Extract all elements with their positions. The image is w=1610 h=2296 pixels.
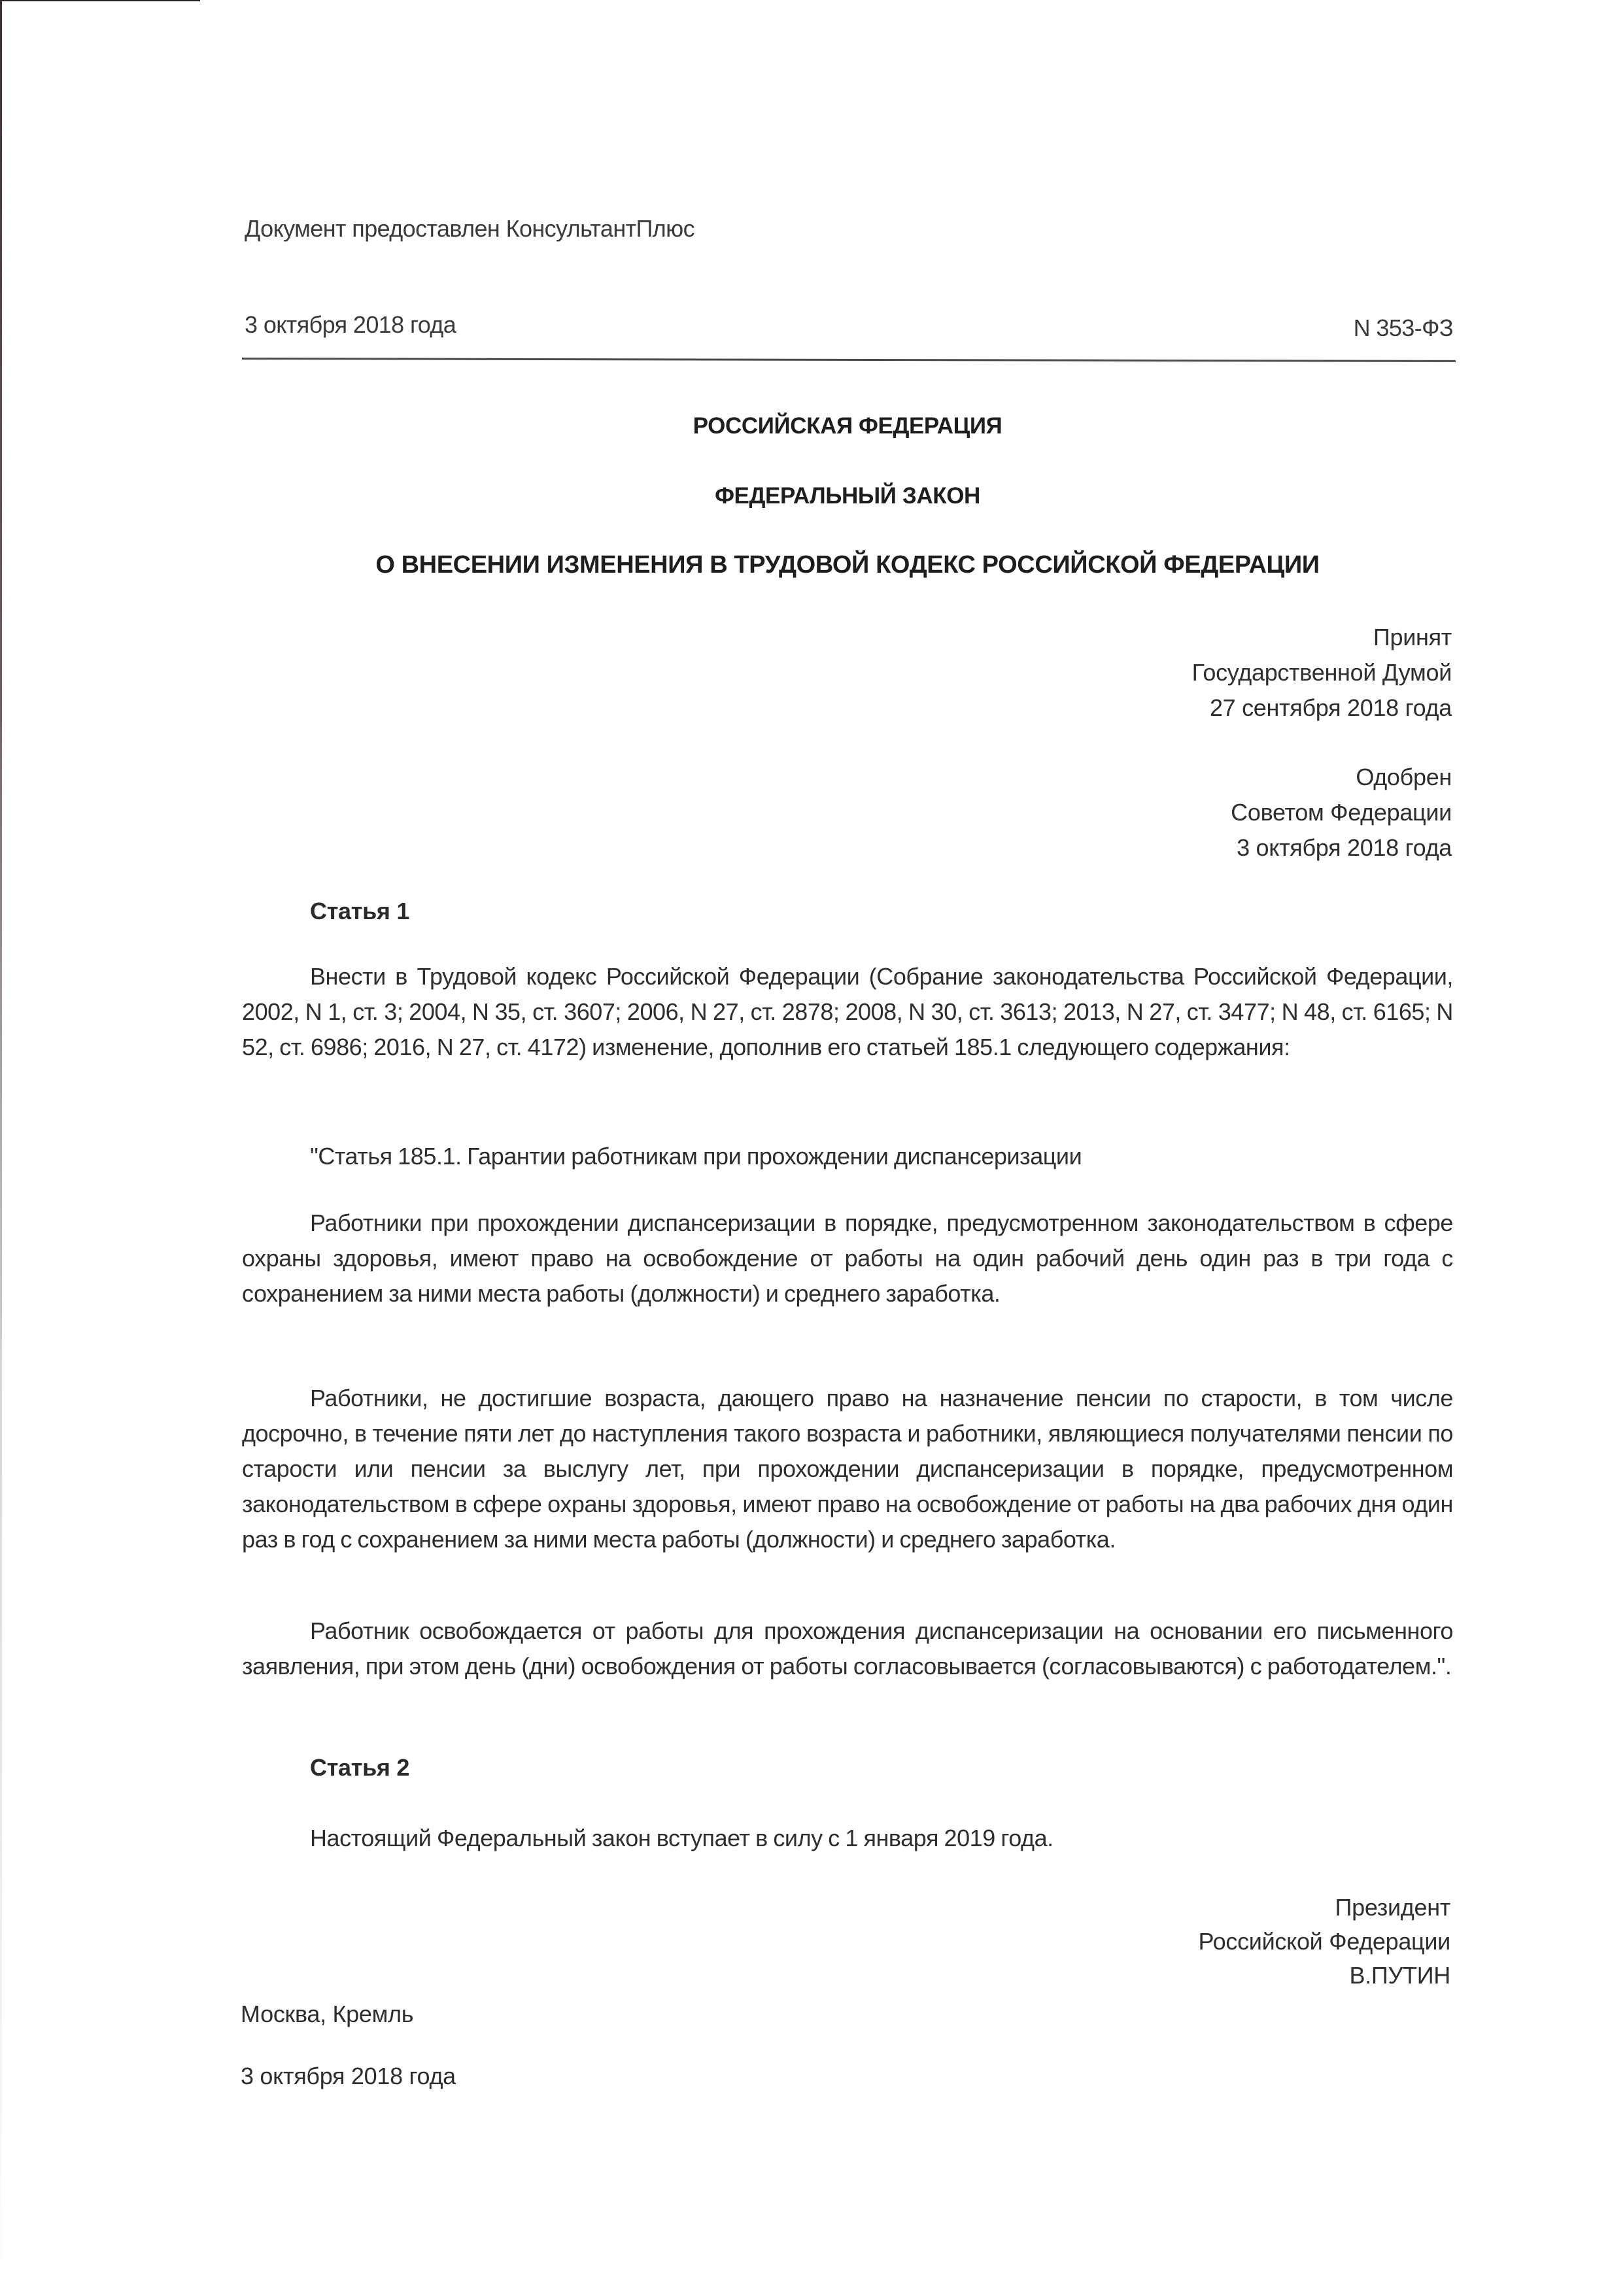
signature-name: В.ПУТИН bbox=[1349, 1962, 1450, 1989]
article-2-paragraph: Настоящий Федеральный закон вступает в силу с 1 января 2019 года. bbox=[310, 1825, 1053, 1851]
country-heading: РОССИЙСКАЯ ФЕДЕРАЦИЯ bbox=[693, 413, 1002, 439]
scan-edge-left bbox=[0, 0, 2, 2296]
article-2-title: Статья 2 bbox=[310, 1754, 410, 1781]
signature-title: Президент bbox=[1335, 1894, 1450, 1921]
approved-block bbox=[1231, 760, 1452, 866]
header-date: 3 октября 2018 года bbox=[245, 311, 456, 338]
article-1-title: Статья 1 bbox=[310, 898, 410, 924]
signing-date: 3 октября 2018 года bbox=[241, 2063, 456, 2089]
law-number: N 353-ФЗ bbox=[1353, 314, 1453, 341]
article-1-paragraph: Работники, не достигшие возраста, дающего право на назначение пенсии по старости, в том числе досрочно, в течение пяти лет до наступления такого возраста и работники, являющиеся получателями пенсии по старости или пенсии за выслугу лет, при прохождении диспансеризации в порядке, предусмотренном законодательством в сфере охраны здоровья, имеют право на освобождение от работы на два рабочих дня один раз в год с сохранением за ними места работы (должности) и среднего заработка. bbox=[242, 1385, 1453, 1553]
signature-block bbox=[1199, 1891, 1450, 1993]
law-subject-heading: О ВНЕСЕНИИ ИЗМЕНЕНИЯ В ТРУДОВОЙ КОДЕКС РОССИЙСКОЙ ФЕДЕРАЦИИ bbox=[375, 551, 1320, 579]
scan-edge-top bbox=[0, 0, 200, 1]
article-1-paragraph: Работники при прохождении диспансеризации в порядке, предусмотренном законодательством в сфере охраны здоровья, имеют право на освобождение от работы на один рабочий день один раз в три года с сохранением за ними места работы (должности) и среднего заработка. bbox=[242, 1209, 1453, 1307]
approved-body: Советом Федерации bbox=[1231, 799, 1452, 826]
approved-date: 3 октября 2018 года bbox=[1237, 834, 1452, 861]
provider-note: Документ предоставлен КонсультантПлюс bbox=[245, 215, 694, 242]
adopted-date: 27 сентября 2018 года bbox=[1209, 694, 1452, 721]
adopted-block bbox=[1192, 620, 1452, 726]
approved-label: Одобрен bbox=[1356, 764, 1452, 790]
signing-place: Москва, Кремль bbox=[241, 2001, 414, 2027]
article-1-paragraph: Внести в Трудовой кодекс Российской Федерации (Собрание законодательства Российской Федерации, 2002, N 1, ст. 3; 2004, N 35, ст. 3607; 2006, N 27, ст. 2878; 2008, N 30, ст. 3613; 2013, N 27, ст. 3477; N 48, ст. 6165; N 52, ст. 6986; 2016, N 27, ст. 4172) изменение, дополнив его статьей 185.1 следующего содержания: bbox=[242, 963, 1453, 1060]
article-1-paragraph: Работник освобождается от работы для прохождения диспансеризации на основании его письменного заявления, при этом день (дни) освобождения от работы согласовывается (согласовываются) с работодателем.". bbox=[242, 1617, 1453, 1680]
adopted-body: Государственной Думой bbox=[1191, 659, 1452, 686]
doc-type-heading: ФЕДЕРАЛЬНЫЙ ЗАКОН bbox=[715, 483, 980, 509]
adopted-label: Принят bbox=[1373, 624, 1452, 650]
header-divider bbox=[242, 358, 1456, 362]
new-article-heading: "Статья 185.1. Гарантии работникам при прохождении диспансеризации bbox=[310, 1143, 1082, 1170]
signature-country: Российской Федерации bbox=[1198, 1928, 1450, 1955]
